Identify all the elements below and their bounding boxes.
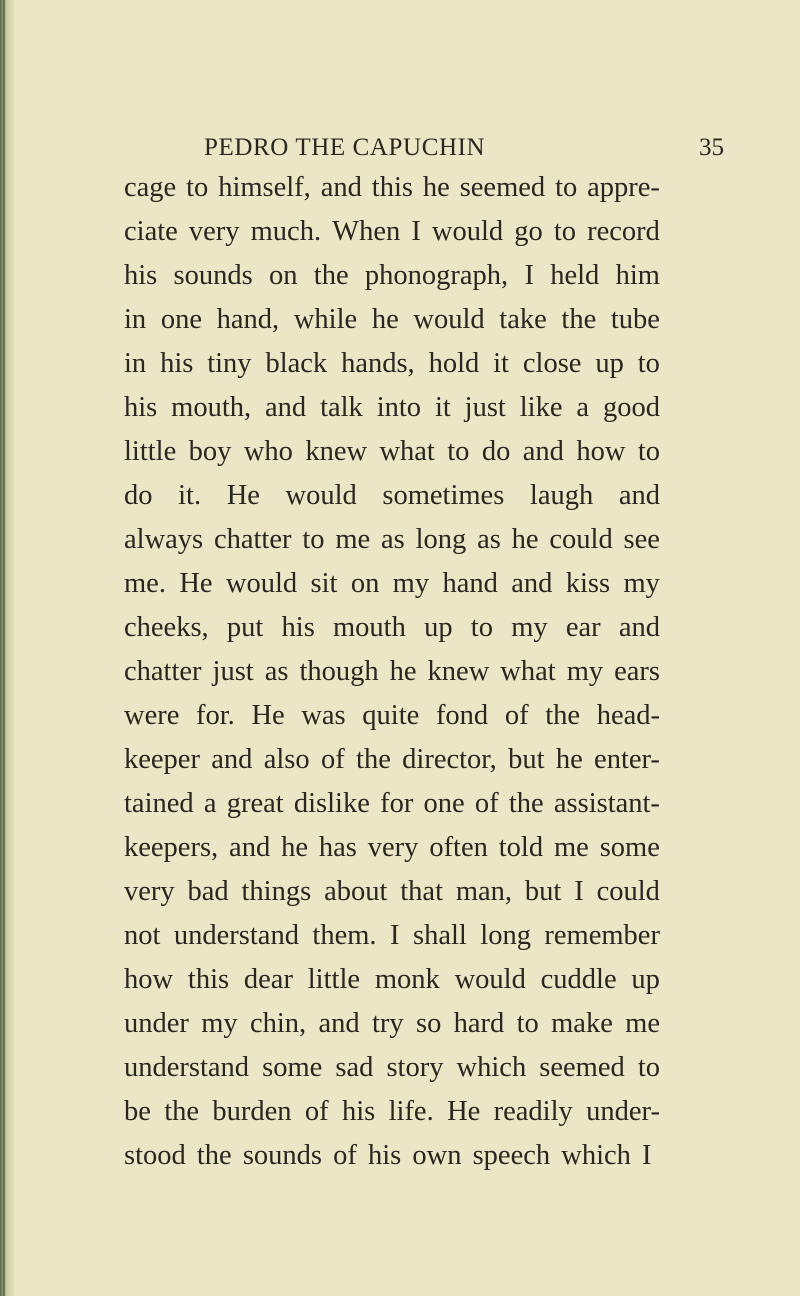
- text-line: chatter just as though he knew what my ears: [124, 656, 660, 687]
- running-title: PEDRO THE CAPUCHIN: [204, 134, 486, 161]
- text-line: do it. He would sometimes laugh and: [124, 480, 660, 511]
- body-text: [124, 166, 660, 1178]
- text-line: cheeks, put his mouth up to my ear and: [124, 612, 660, 643]
- text-line: little boy who knew what to do and how to: [124, 436, 660, 467]
- text-line: me. He would sit on my hand and kiss my: [124, 568, 660, 599]
- page-number: 35: [699, 134, 724, 161]
- text-line: were for. He was quite fond of the head-: [124, 700, 660, 731]
- text-line: ciate very much. When I would go to record: [124, 216, 660, 247]
- page-header: [100, 128, 740, 168]
- text-line: under my chin, and try so hard to make me: [124, 1008, 660, 1039]
- text-line: always chatter to me as long as he could see: [124, 524, 660, 555]
- text-line: stood the sounds of his own speech which I: [124, 1140, 652, 1171]
- text-line: his sounds on the phonograph, I held him: [124, 260, 660, 291]
- binding-shadow-line: [3, 0, 5, 1296]
- text-line: cage to himself, and this he seemed to appre-: [124, 172, 660, 203]
- text-line: how this dear little monk would cuddle up: [124, 964, 660, 995]
- text-line: not understand them. I shall long remember: [124, 920, 660, 951]
- text-line: tained a great dislike for one of the assistant-: [124, 788, 660, 819]
- text-line: understand some sad story which seemed to: [124, 1052, 660, 1083]
- text-line: his mouth, and talk into it just like a good: [124, 392, 660, 423]
- text-line: in one hand, while he would take the tube: [124, 304, 660, 335]
- text-line: keepers, and he has very often told me some: [124, 832, 660, 863]
- text-line: keeper and also of the director, but he enter-: [124, 744, 660, 775]
- text-line: very bad things about that man, but I could: [124, 876, 660, 907]
- text-line: in his tiny black hands, hold it close up to: [124, 348, 660, 379]
- text-line: be the burden of his life. He readily under-: [124, 1096, 660, 1127]
